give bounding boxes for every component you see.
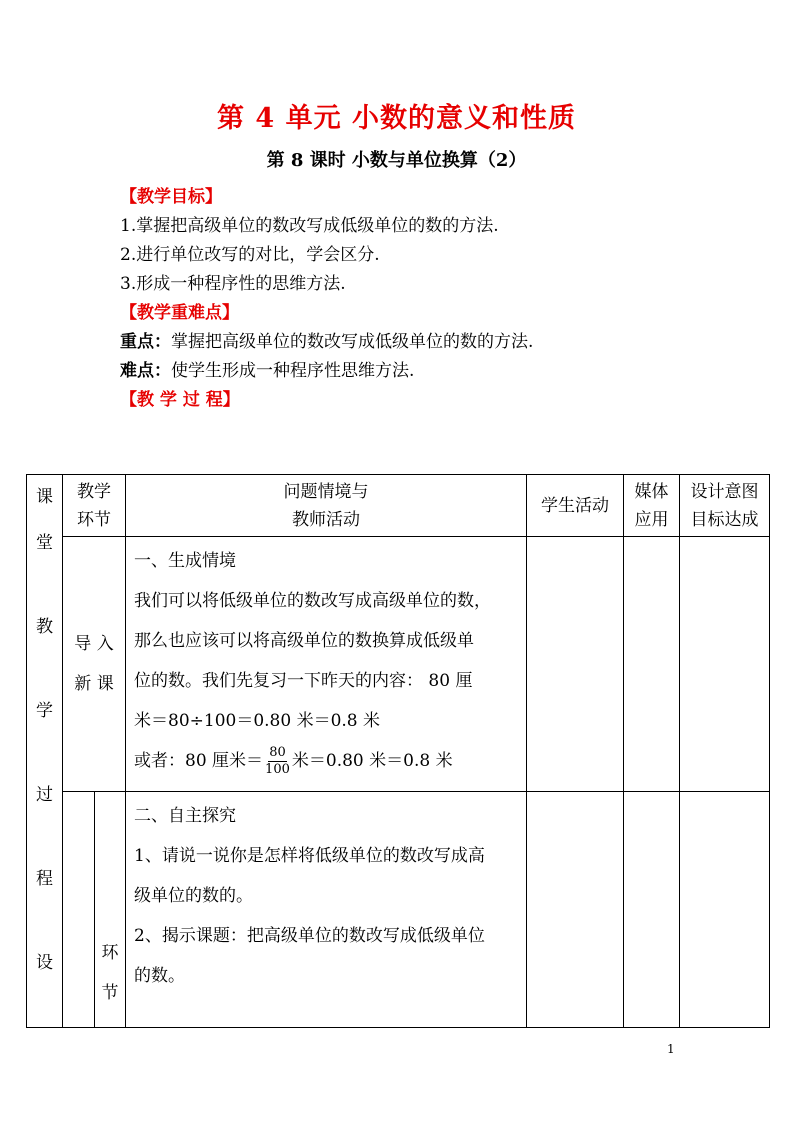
lesson-table <box>26 474 770 1028</box>
header-media: 媒体 应用 <box>624 475 680 537</box>
table-row <box>27 537 770 792</box>
key-points-heading: 【教学重难点】 <box>120 303 239 323</box>
section2-content: 二、自主探究 1、请说一说你是怎样将低级单位的数改写成高 级单位的数的。 2、揭示课题：把高级单位的数改写成低级单位 的数。 <box>126 792 527 1028</box>
section1-content: 一、生成情境 我们可以将低级单位的数改写成高级单位的数， 那么也应该可以将高级单位的数换算成低级单 位的数。我们先复习一下昨天的内容： 80 厘 米＝80÷100＝0.80 米＝0.8 米 或者：80 厘米＝ $\frac{80}{100}$ 米＝0.80 米＝0.8 米 <box>126 537 527 792</box>
focus-paragraph <box>120 328 580 357</box>
stage-blank-cell <box>63 792 95 1028</box>
media-cell <box>624 537 680 792</box>
page-number: 1 <box>667 1042 675 1056</box>
objectives-heading: 【教学目标】 <box>120 187 222 207</box>
student-activity-cell <box>527 537 624 792</box>
side-column <box>27 475 63 1028</box>
stage-intro: 导 入 新 课 <box>63 537 126 792</box>
objective-item: 3.形成一种程序性的思维方法. <box>120 274 346 294</box>
side-char: 课 <box>36 487 53 507</box>
difficulty-label: 难点： <box>120 361 171 381</box>
design-intent-cell <box>680 792 770 1028</box>
table-header-row <box>27 475 770 537</box>
side-char: 学 <box>36 701 53 721</box>
focus-label: 重点： <box>120 332 171 352</box>
side-char: 过 <box>36 785 53 805</box>
lesson-subtitle: 第 8 课时 小数与单位换算（2） <box>266 150 527 171</box>
objectives-section <box>120 183 580 415</box>
side-char: 教 <box>36 617 53 637</box>
difficulty-text: 使学生形成一种程序性思维方法. <box>171 361 415 381</box>
difficulty-paragraph <box>120 357 580 386</box>
stage-section2: 环 节 <box>95 792 126 1028</box>
process-heading: 【教 学 过 程】 <box>120 390 240 410</box>
focus-text: 掌握把高级单位的数改写成低级单位的数的方法. <box>171 332 534 352</box>
objective-item: 2.进行单位改写的对比，学会区分. <box>120 245 380 265</box>
page-title: 第 4 单元 小数的意义和性质 <box>217 103 576 134</box>
side-char: 程 <box>36 869 53 889</box>
student-activity-cell <box>527 792 624 1028</box>
side-char: 堂 <box>36 533 53 553</box>
fraction-line: 或者：80 厘米＝ $\frac{80}{100}$ 米＝0.80 米＝0.8 米 <box>134 745 453 778</box>
objective-item: 1.掌握把高级单位的数改写成低级单位的数的方法. <box>120 216 499 236</box>
design-intent-cell <box>680 537 770 792</box>
header-student-activity: 学生活动 <box>527 475 624 537</box>
media-cell <box>624 792 680 1028</box>
side-char: 设 <box>36 953 53 973</box>
header-stage: 教学 环节 <box>63 475 126 537</box>
table-row <box>27 792 770 1028</box>
fraction: $\frac{80}{100}$ <box>265 745 290 778</box>
header-design-intent: 设计意图 目标达成 <box>680 475 770 537</box>
header-teacher-activity: 问题情境与 教师活动 <box>126 475 527 537</box>
